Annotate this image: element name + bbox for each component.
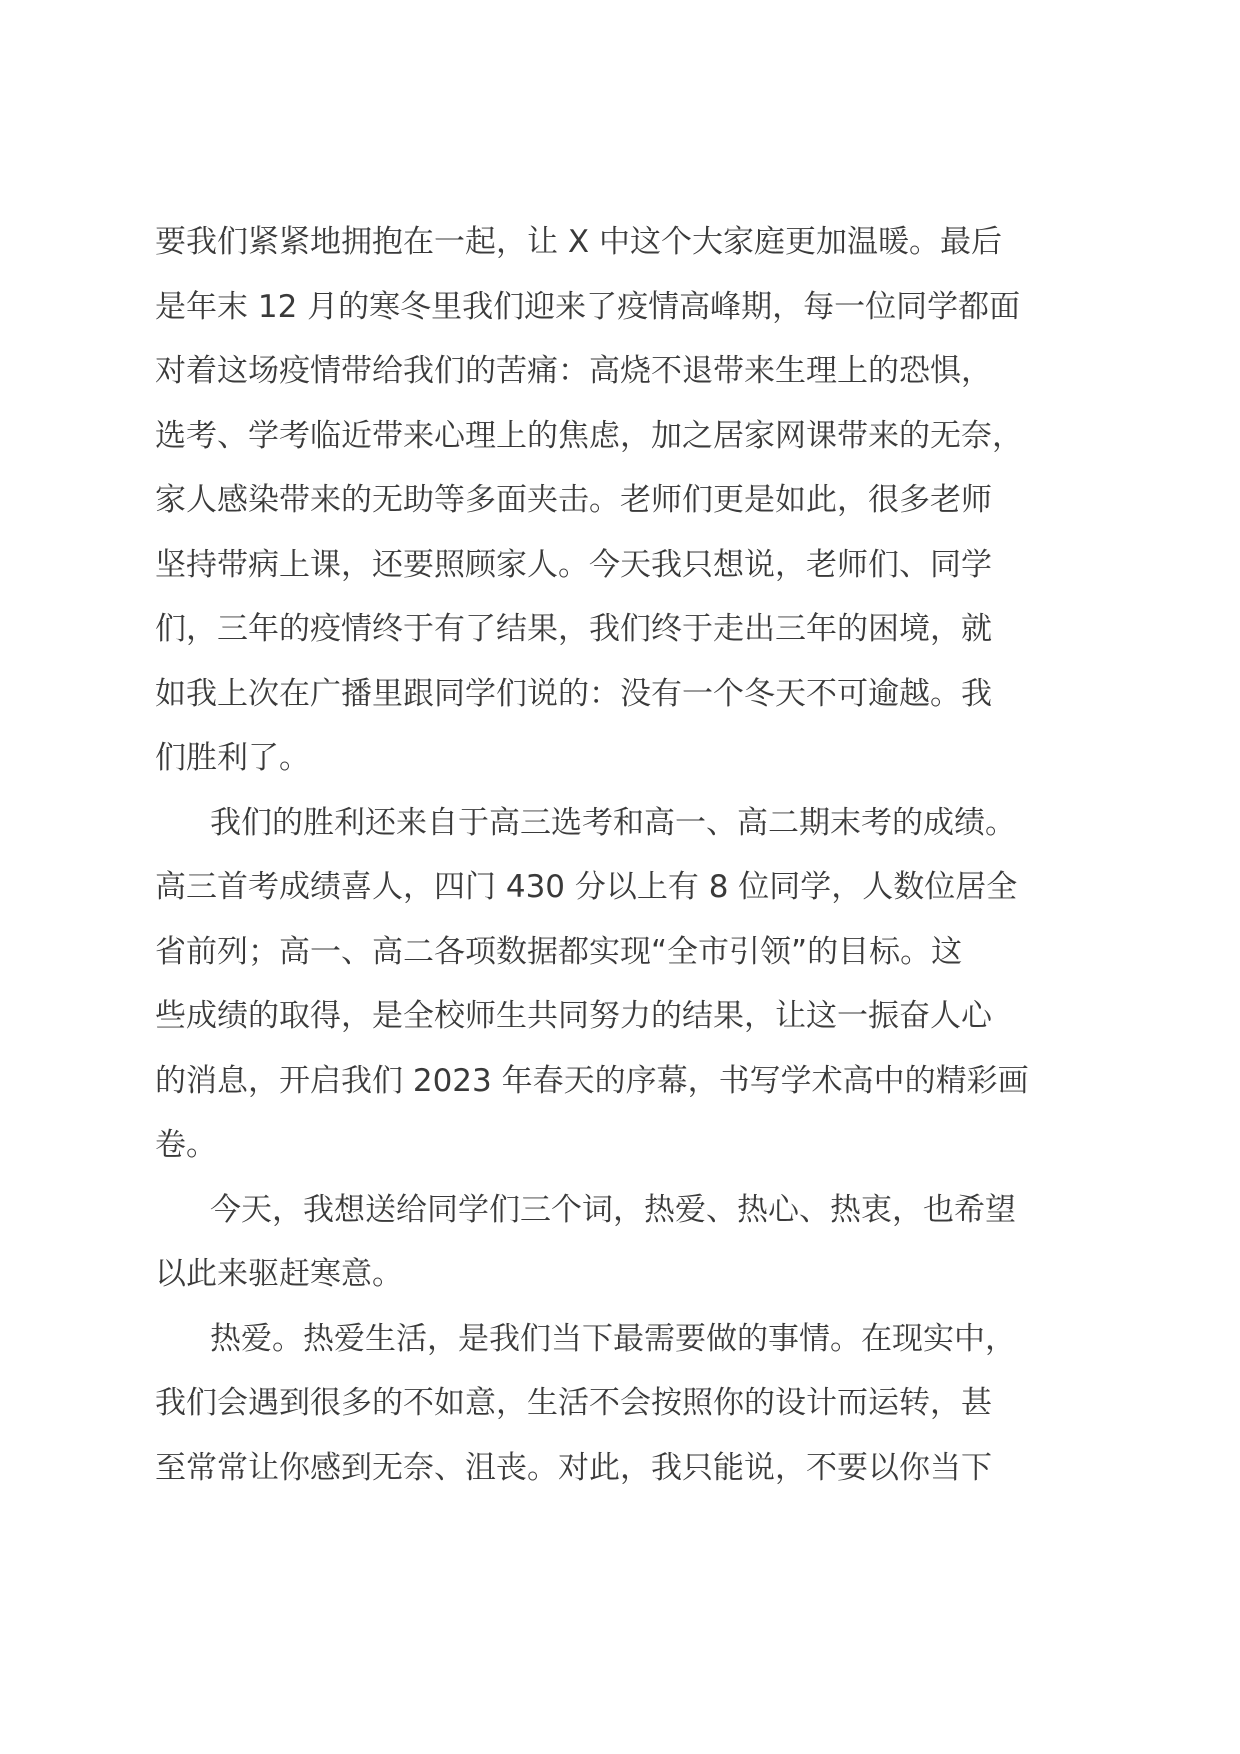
text-line: 是年末 12 月的寒冬里我们迎来了疫情高峰期，每一位同学都面 [155,288,1021,325]
document-body [155,210,1095,1500]
text-line: 高三首考成绩喜人，四门 430 分以上有 8 位同学，人数位居全 [155,869,1018,905]
text-line: 至常常让你感到无奈、沮丧。对此，我只能说，不要以你当下 [155,1449,992,1486]
text-line: 选考、学考临近带来心理上的焦虑，加之居家网课带来的无奈， [155,417,1023,454]
text-line: 坚持带病上课，还要照顾家人。今天我只想说，老师们、同学 [155,546,992,583]
text-line: 我们会遇到很多的不如意，生活不会按照你的设计而运转，甚 [155,1385,992,1421]
text-line: 些成绩的取得，是全校师生共同努力的结果，让这一振奋人心 [155,998,992,1034]
text-line: 要我们紧紧地拥抱在一起，让 X 中这个大家庭更加温暖。最后 [155,224,1002,260]
paragraph-first-line: 我们的胜利还来自于高三选考和高一、高二期末考的成绩。 [210,804,1016,841]
text-line: 如我上次在广播里跟同学们说的：没有一个冬天不可逾越。我 [155,675,992,712]
text-line: 们，三年的疫情终于有了结果，我们终于走出三年的困境，就 [155,611,992,647]
text-line: 的消息，开启我们 2023 年春天的序幕，书写学术高中的精彩画 [155,1062,1029,1099]
text-line: 对着这场疫情带给我们的苦痛：高烧不退带来生理上的恐惧， [155,353,992,389]
text-line: 卷。 [155,1127,217,1163]
text-line: 省前列；高一、高二各项数据都实现“全市引领”的目标。这 [155,933,963,970]
text-line: 以此来驱赶寒意。 [155,1256,403,1292]
text-line: 家人感染带来的无助等多面夹击。老师们更是如此，很多老师 [155,482,992,518]
paragraph-first-line: 今天，我想送给同学们三个词，热爱、热心、热衷，也希望 [210,1191,1016,1228]
text-line: 们胜利了。 [155,740,310,776]
paragraph-first-line: 热爱。热爱生活，是我们当下最需要做的事情。在现实中， [210,1320,1016,1357]
